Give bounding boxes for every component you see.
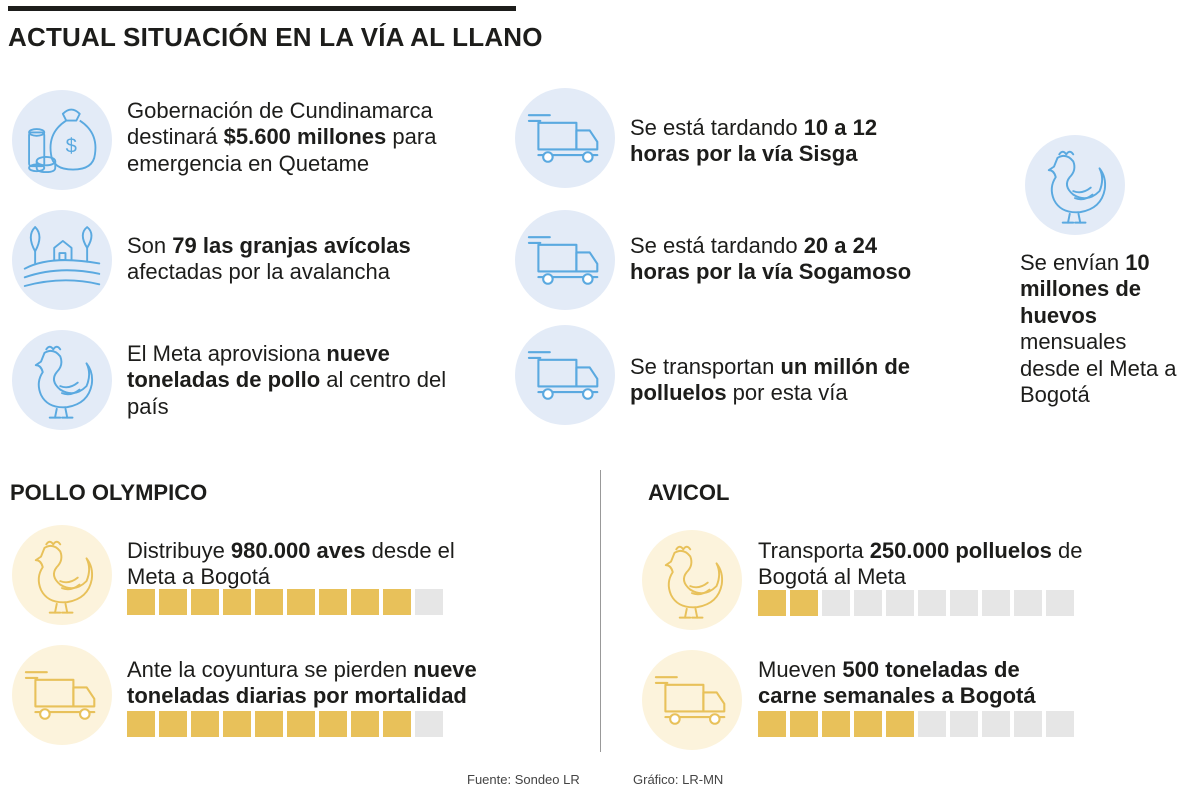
bar-square-empty — [982, 711, 1010, 737]
pollo-item-2-bold: nueve toneladas diarias por mortalidad — [127, 657, 477, 709]
avicol-item-2-pre: Mueven — [758, 657, 843, 682]
avicol-item-2-bold: 500 toneladas de carne semanales a Bogotá — [758, 657, 1036, 709]
fact-middle-3 — [630, 354, 920, 407]
bar-square-filled — [383, 589, 411, 615]
truck-icon-circle — [515, 88, 615, 188]
pollo-item-2-pre: Ante la coyuntura se pierden — [127, 657, 414, 682]
pollo-item-1-bold: 980.000 aves — [230, 538, 366, 563]
fact-left-1-post: para emergencia en Quetame — [127, 124, 437, 176]
bar-square-filled — [319, 711, 347, 737]
bar-square-empty — [822, 590, 850, 616]
bar-square-empty — [950, 711, 978, 737]
pollo-item-1-pre: Distribuye — [127, 538, 231, 563]
bar-square-filled — [223, 711, 251, 737]
truck-icon — [527, 346, 603, 404]
fact-left-2-post: afectadas por la avalancha — [127, 259, 390, 285]
truck-icon — [527, 109, 603, 167]
bar-square-empty — [854, 590, 882, 616]
fact-left-2-bold: 79 las granjas avícolas — [172, 233, 411, 258]
truck-icon — [24, 666, 100, 724]
fact-middle-1 — [630, 115, 890, 168]
truck-icon-circle — [642, 650, 742, 750]
bar-square-filled — [319, 589, 347, 615]
fact-left-1-pre: Gobernación de Cundinamarca destinará — [127, 98, 433, 150]
bar-square-empty — [918, 590, 946, 616]
fact-left-2 — [127, 233, 457, 286]
truck-icon — [654, 671, 730, 729]
pollo-item-1-bar — [127, 589, 443, 615]
fact-middle-2 — [630, 233, 940, 286]
bar-square-filled — [351, 711, 379, 737]
fact-left-3-post: al centro del país — [127, 367, 447, 419]
chicken-icon-circle — [1025, 135, 1125, 235]
pollo-item-2-bar — [127, 711, 443, 737]
chicken-icon-circle — [12, 330, 112, 430]
farm-icon-circle — [12, 210, 112, 310]
fact-right-pre: Se envían — [1020, 250, 1126, 275]
bar-square-filled — [127, 589, 155, 615]
bar-square-filled — [383, 711, 411, 737]
bar-square-filled — [854, 711, 882, 737]
fact-left-1 — [127, 98, 467, 177]
fact-middle-3-pre: Se transportan — [630, 354, 781, 379]
page-title: ACTUAL SITUACIÓN EN LA VÍA AL LLANO — [8, 22, 543, 52]
truck-icon — [527, 231, 603, 289]
fact-left-3 — [127, 341, 447, 420]
avicol-item-2 — [758, 657, 1078, 710]
bar-square-empty — [1014, 590, 1042, 616]
fact-left-2-pre: Son — [127, 233, 173, 258]
bar-square-filled — [255, 589, 283, 615]
fact-middle-3-bold: un millón de polluelos — [630, 354, 910, 406]
section-divider — [600, 470, 601, 752]
footer-source: Fuente: Sondeo LR — [467, 772, 580, 787]
farm-icon — [23, 225, 101, 295]
fact-left-3-pre: El Meta aprovisiona — [127, 341, 327, 366]
bar-square-empty — [886, 590, 914, 616]
fact-right-post: mensuales desde el Meta a Bogotá — [1020, 329, 1177, 407]
fact-right — [1020, 250, 1190, 408]
fact-middle-2-pre: Se está tardando — [630, 233, 804, 258]
bar-square-filled — [287, 589, 315, 615]
bar-square-filled — [822, 711, 850, 737]
bar-square-filled — [351, 589, 379, 615]
section-title-avicol: AVICOL — [648, 480, 730, 505]
fact-left-3-bold: nueve toneladas de pollo — [127, 341, 390, 393]
chicken-icon — [657, 540, 727, 620]
bar-square-filled — [255, 711, 283, 737]
bar-square-filled — [790, 711, 818, 737]
bar-square-empty — [1046, 590, 1074, 616]
bar-square-filled — [758, 711, 786, 737]
fact-middle-3-post: por esta vía — [726, 380, 848, 406]
fact-middle-1-bold: 10 a 12 horas por la vía Sisga — [630, 115, 878, 167]
pollo-item-2 — [127, 657, 507, 710]
bar-square-filled — [758, 590, 786, 616]
fact-left-1-bold: $5.600 millones — [223, 124, 387, 150]
top-rule — [8, 6, 516, 11]
footer-credit: Gráfico: LR-MN — [633, 772, 724, 787]
bar-square-empty — [918, 711, 946, 737]
fact-right-bold: 10 millones de huevos — [1020, 250, 1150, 328]
bar-square-filled — [223, 589, 251, 615]
bar-square-filled — [287, 711, 315, 737]
bar-square-filled — [191, 589, 219, 615]
avicol-item-1-bold: 250.000 polluelos — [869, 538, 1052, 563]
avicol-item-1-post: de Bogotá al Meta — [758, 538, 1083, 590]
truck-icon-circle — [515, 325, 615, 425]
avicol-item-1 — [758, 538, 1088, 591]
chicken-icon-circle — [642, 530, 742, 630]
money-bag-icon-circle — [12, 90, 112, 190]
avicol-item-1-bar — [758, 590, 1074, 616]
chicken-icon — [27, 535, 97, 615]
section-title-pollo: POLLO OLYMPICO — [10, 480, 208, 505]
chicken-icon-circle — [12, 525, 112, 625]
bar-square-filled — [886, 711, 914, 737]
bar-square-empty — [415, 589, 443, 615]
bar-square-empty — [415, 711, 443, 737]
fact-middle-1-pre: Se está tardando — [630, 115, 804, 140]
bar-square-filled — [191, 711, 219, 737]
fact-middle-2-bold: 20 a 24 horas por la vía Sogamoso — [630, 233, 912, 285]
truck-icon-circle — [515, 210, 615, 310]
bar-square-empty — [1014, 711, 1042, 737]
bar-square-filled — [790, 590, 818, 616]
bar-square-empty — [950, 590, 978, 616]
bar-square-empty — [982, 590, 1010, 616]
money-bag-icon — [24, 102, 100, 178]
chicken-icon — [27, 340, 97, 420]
pollo-item-1-post: desde el Meta a Bogotá — [127, 538, 455, 590]
avicol-item-1-pre: Transporta — [758, 538, 870, 563]
bar-square-empty — [1046, 711, 1074, 737]
bar-square-filled — [159, 711, 187, 737]
chicken-icon — [1040, 145, 1110, 225]
truck-icon-circle — [12, 645, 112, 745]
bar-square-filled — [159, 589, 187, 615]
avicol-item-2-bar — [758, 711, 1074, 737]
bar-square-filled — [127, 711, 155, 737]
pollo-item-1 — [127, 538, 467, 591]
